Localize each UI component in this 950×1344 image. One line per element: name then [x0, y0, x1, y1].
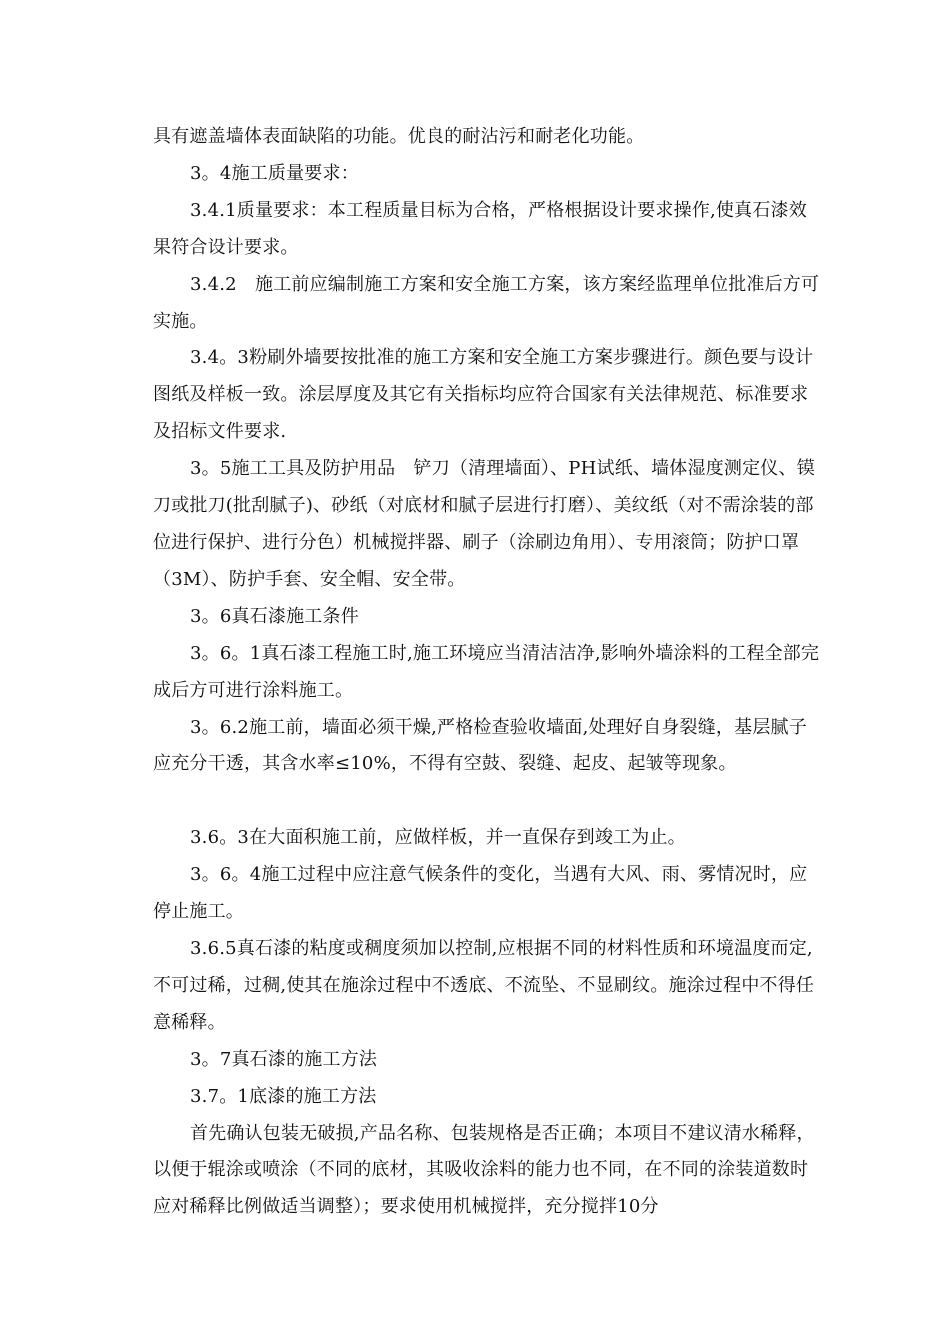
paragraph-3-4-1: 3.4.1质量要求：本工程质量目标为合格，严格根据设计要求操作,使真石漆效果符合设计要求。 — [153, 199, 807, 258]
paragraph-3-6-1: 3。6。1真石漆工程施工时,施工环境应当清洁洁净,影响外墙涂料的工程全部完成后方可进行涂料施工。 — [153, 642, 820, 701]
paragraph-3-4-2: 3.4.2 施工前应编制施工方案和安全施工方案，该方案经监理单位批准后方可实施。 — [153, 273, 820, 332]
paragraph-3-5: 3。5施工工具及防护用品 铲刀（清理墙面）、PH试纸、墙体湿度测定仪、镆刀或批刀(批刮腻子)、砂纸（对底材和腻子层进行打磨）、美纹纸（对不需涂装的部位进行保护、进行分色）机械搅拌器、刷子（涂刷边角用）、专用滚筒；防护口罩（3M）、防护手套、安全帽、安全带。 — [153, 458, 815, 590]
paragraph-3-6-4: 3。6。4施工过程中应注意气候条件的变化，当遇有大风、雨、雾情况时，应停止施工。 — [153, 864, 808, 923]
paragraph-3-6-5: 3.6.5真石漆的粘度或稠度须加以控制,应根据不同的材料性质和环境温度而定,不可过稀，过稠,使其在施涂过程中不透底、不流坠、不显刷纹。施涂过程中不得任意稀释。 — [153, 938, 815, 1033]
paragraph-3-4-3: 3.4。3粉刷外墙要按批准的施工方案和安全施工方案步骤进行。颜色要与设计图纸及样板一致。涂层厚度及其它有关指标均应符合国家有关法律规范、标准要求及招标文件要求. — [153, 347, 814, 443]
document-body — [153, 119, 823, 1226]
section-heading-3-7-1: 3.7。1底漆的施工方法 — [190, 1085, 377, 1107]
section-heading-3-7: 3。7真石漆的施工方法 — [190, 1048, 378, 1070]
paragraph-3-6-2: 3。6.2施工前，墙面必须干燥,严格检查验收墙面,处理好自身裂缝，基层腻子应充分干透，其含水率≤10%，不得有空鼓、裂缝、起皮、起皱等现象。 — [153, 716, 807, 775]
paragraph-3-6-3: 3.6。3在大面积施工前，应做样板，并一直保存到竣工为止。 — [190, 827, 686, 849]
paragraph-1: 具有遮盖墙体表面缺陷的功能。优良的耐沾污和耐老化功能。 — [153, 126, 645, 147]
paragraph-primer-method: 首先确认包装无破损,产品名称、包装规格是否正确；本项目不建议清水稀释，以便于辊涂或喷涂（不同的底材，其吸收涂料的能力也不同，在不同的涂装道数时应对稀释比例做适当调整）；要求使用机械搅拌，充分搅拌10分 — [153, 1122, 815, 1218]
blank-line — [153, 783, 823, 820]
section-heading-3-6: 3。6真石漆施工条件 — [190, 605, 359, 627]
section-heading-3-4: 3。4施工质量要求： — [190, 162, 359, 184]
